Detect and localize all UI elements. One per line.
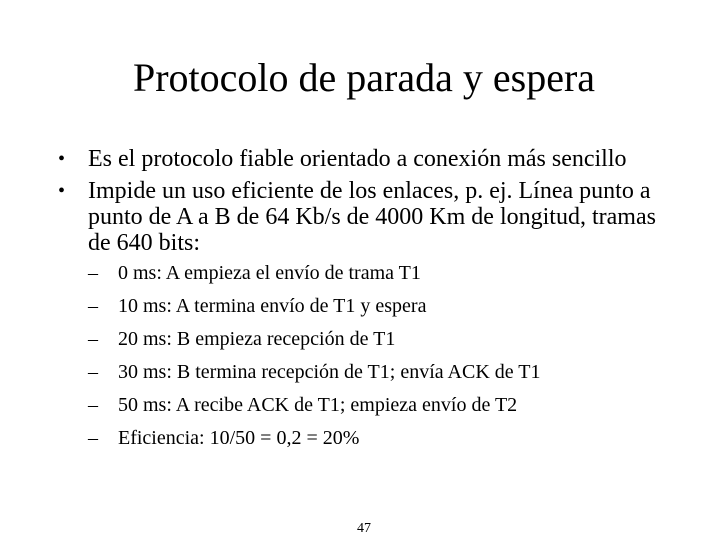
subbullet-item [88,394,678,416]
subbullet-item [88,427,678,449]
bullet-marker: • [58,148,66,170]
bullet-list [58,146,678,460]
subbullet-text: 30 ms: B termina recepción de T1; envía ACK de T1 [118,361,541,383]
bullet-marker: • [58,180,66,202]
sub-marker: – [88,295,98,317]
sub-marker: – [88,262,98,284]
subbullet-text: 10 ms: A termina envío de T1 y espera [118,295,427,317]
subbullet-text: 20 ms: B empieza recepción de T1 [118,328,396,350]
subbullet-text: 0 ms: A empieza el envío de trama T1 [118,262,421,284]
subbullet-item [88,361,678,383]
slide-title: Protocolo de parada y espera [132,55,596,100]
subbullet-text: Eficiencia: 10/50 = 0,2 = 20% [118,427,360,449]
subbullet-item [88,262,678,284]
subbullet-item [88,328,678,350]
bullet-item [58,178,678,449]
page-number: 47 [357,521,371,536]
bullet-text: Impide un uso eficiente de los enlaces, p. ej. Línea punto a punto de A a B de 64 Kb/s de 4000 Km de longitud, tramas de 640 bits: [88,178,656,256]
sub-marker: – [88,427,98,449]
subbullet-text: 50 ms: A recibe ACK de T1; empieza envío de T2 [118,394,518,416]
subbullet-item [88,295,678,317]
sub-marker: – [88,394,98,416]
sub-marker: – [88,328,98,350]
bullet-text: Es el protocolo fiable orientado a conexión más sencillo [88,146,627,172]
subbullet-list [88,262,678,449]
bullet-item [58,146,678,172]
sub-marker: – [88,361,98,383]
